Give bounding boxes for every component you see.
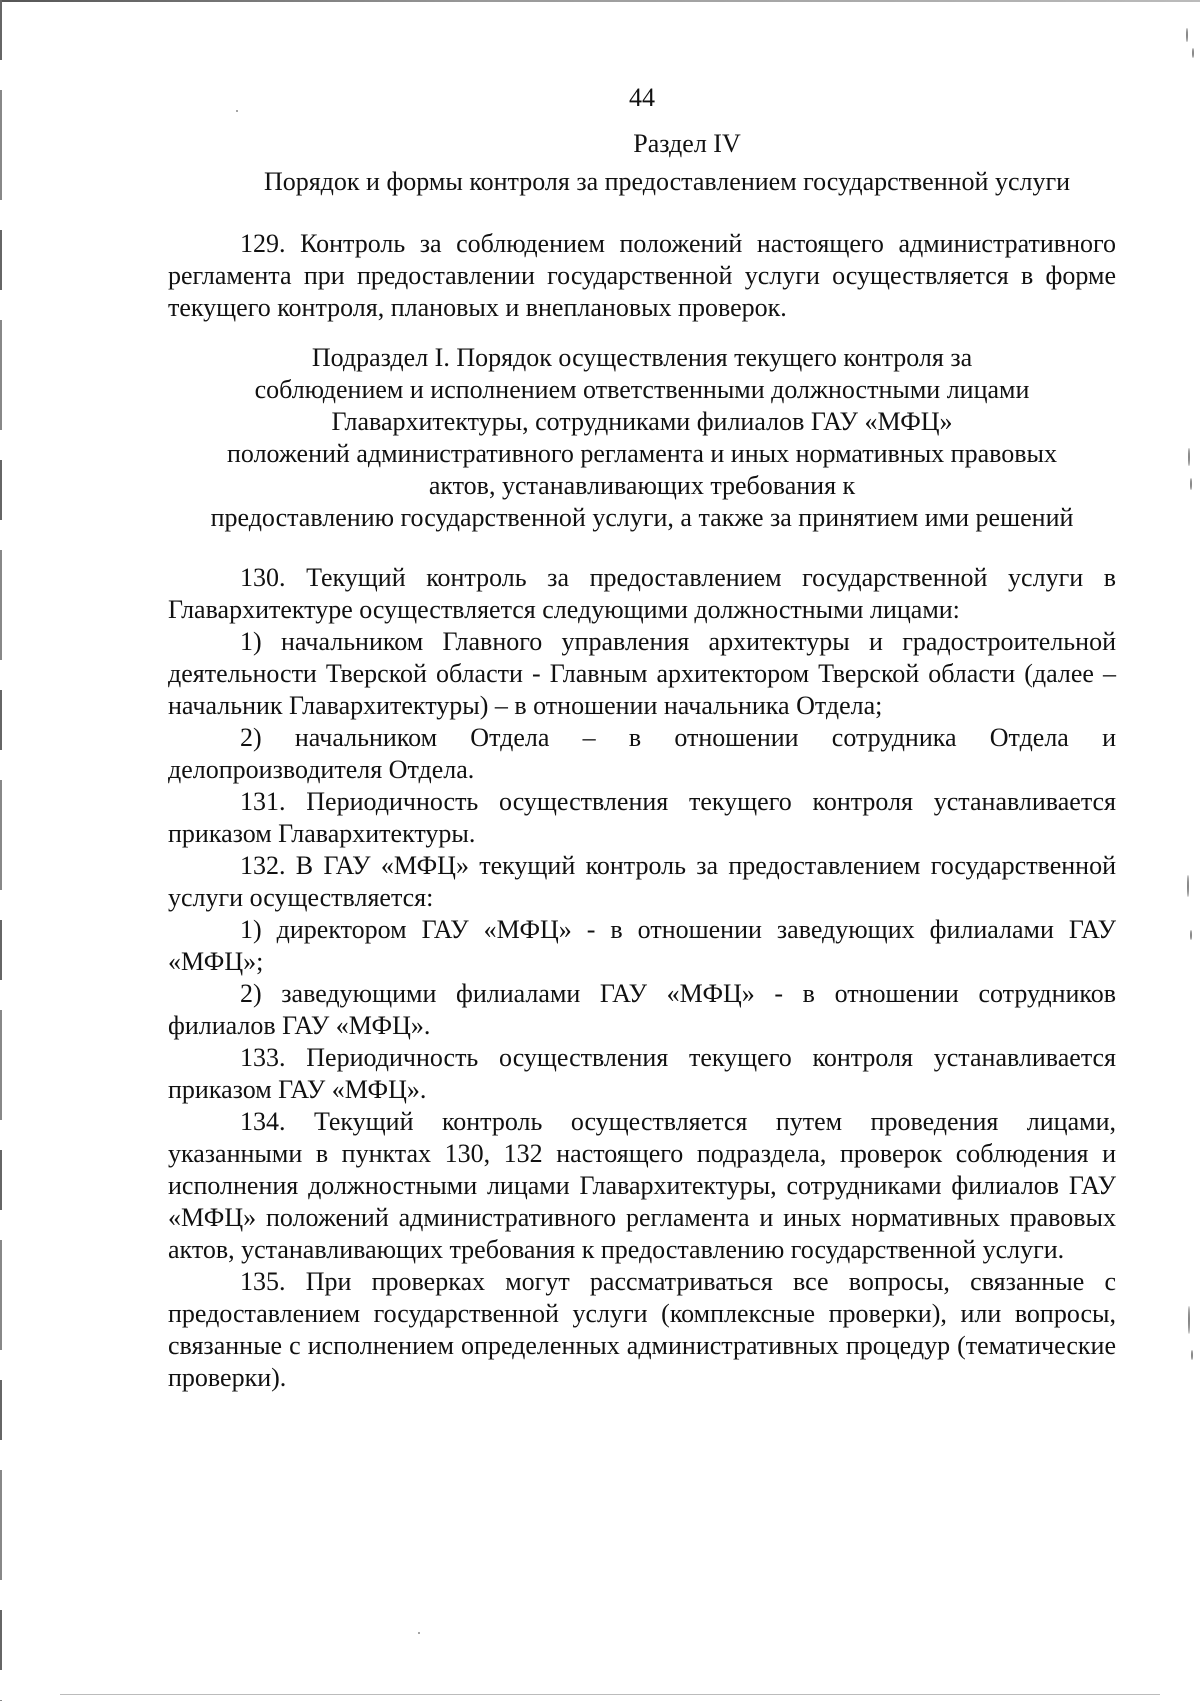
scan-edge-left: [0, 0, 2, 1701]
paragraph: 132. В ГАУ «МФЦ» текущий контроль за предоставлением государственной услуги осуществляется:: [168, 851, 1116, 912]
scan-speck: [1190, 930, 1192, 940]
paragraph: 2) начальником Отдела – в отношении сотрудника Отдела и делопроизводителя Отдела.: [168, 723, 1116, 784]
section-label: Раздел IV: [633, 129, 741, 158]
paragraph: 135. При проверках могут рассматриваться все вопросы, связанные с предоставлением государственной услуги (комплексные проверки), или вопросы, связанные с исполнением определенных административных процедур (тематические проверки).: [168, 1267, 1116, 1392]
scan-speck: [418, 1632, 420, 1634]
subsection-title-line: положений административного регламента и иных нормативных правовых: [227, 439, 1057, 468]
scan-speck: [1187, 875, 1189, 897]
paragraph: 130. Текущий контроль за предоставлением государственной услуги в Главархитектуре осуществляется следующими должностными лицами:: [168, 563, 1116, 624]
scan-edge-top: [0, 0, 1200, 2]
subsection-title-line: предоставлению государственной услуги, а также за принятием ими решений: [210, 503, 1074, 532]
section-title: Порядок и формы контроля за предоставлением государственной услуги: [263, 167, 1071, 196]
scan-speck: [1191, 1350, 1193, 1360]
scan-speck: [1186, 28, 1188, 42]
paragraph: 1) директором ГАУ «МФЦ» - в отношении заведующих филиалами ГАУ «МФЦ»;: [168, 915, 1116, 976]
paragraph: 129. Контроль за соблюдением положений настоящего административного регламента при предоставлении государственной услуги осуществляется в форме текущего контроля, плановых и внеплановых проверок.: [168, 229, 1116, 322]
scan-speck: [1190, 478, 1192, 490]
paragraph: 133. Периодичность осуществления текущего контроля устанавливается приказом ГАУ «МФЦ».: [168, 1043, 1116, 1104]
subsection-title: [168, 342, 1116, 534]
subsection-title-line: Подраздел I. Порядок осуществления текущего контроля за: [311, 343, 973, 372]
subsection-title-line: Главархитектуры, сотрудниками филиалов ГАУ «МФЦ»: [331, 407, 953, 436]
paragraph: 134. Текущий контроль осуществляется путем проведения лицами, указанными в пунктах 130, 132 настоящего подраздела, проверок соблюдения и исполнения должностными лицами Главархитектуры, сотрудниками филиалов ГАУ «МФЦ» положений административного регламента и иных нормативных правовых актов, устанавливающих требования к предоставлению государственной услуги.: [168, 1107, 1116, 1264]
scan-speck: [1192, 48, 1194, 58]
subsection-title-line: актов, устанавливающих требования к: [428, 471, 856, 500]
scan-edge-bottom: [60, 1694, 1160, 1695]
paragraph: 131. Периодичность осуществления текущего контроля устанавливается приказом Главархитектуры.: [168, 787, 1116, 848]
scan-speck: [1188, 1306, 1190, 1334]
paragraph: 2) заведующими филиалами ГАУ «МФЦ» - в отношении сотрудников филиалов ГАУ «МФЦ».: [168, 979, 1116, 1040]
scan-speck: [1188, 448, 1190, 466]
page-number: 44: [629, 83, 655, 112]
document-body: [168, 80, 1116, 1394]
subsection-title-line: соблюдением и исполнением ответственными должностными лицами: [254, 375, 1030, 404]
paragraph: 1) начальником Главного управления архитектуры и градостроительной деятельности Тверской области - Главным архитектором Тверской области (далее – начальник Главархитектуры) – в отношении начальника Отдела;: [168, 627, 1116, 720]
